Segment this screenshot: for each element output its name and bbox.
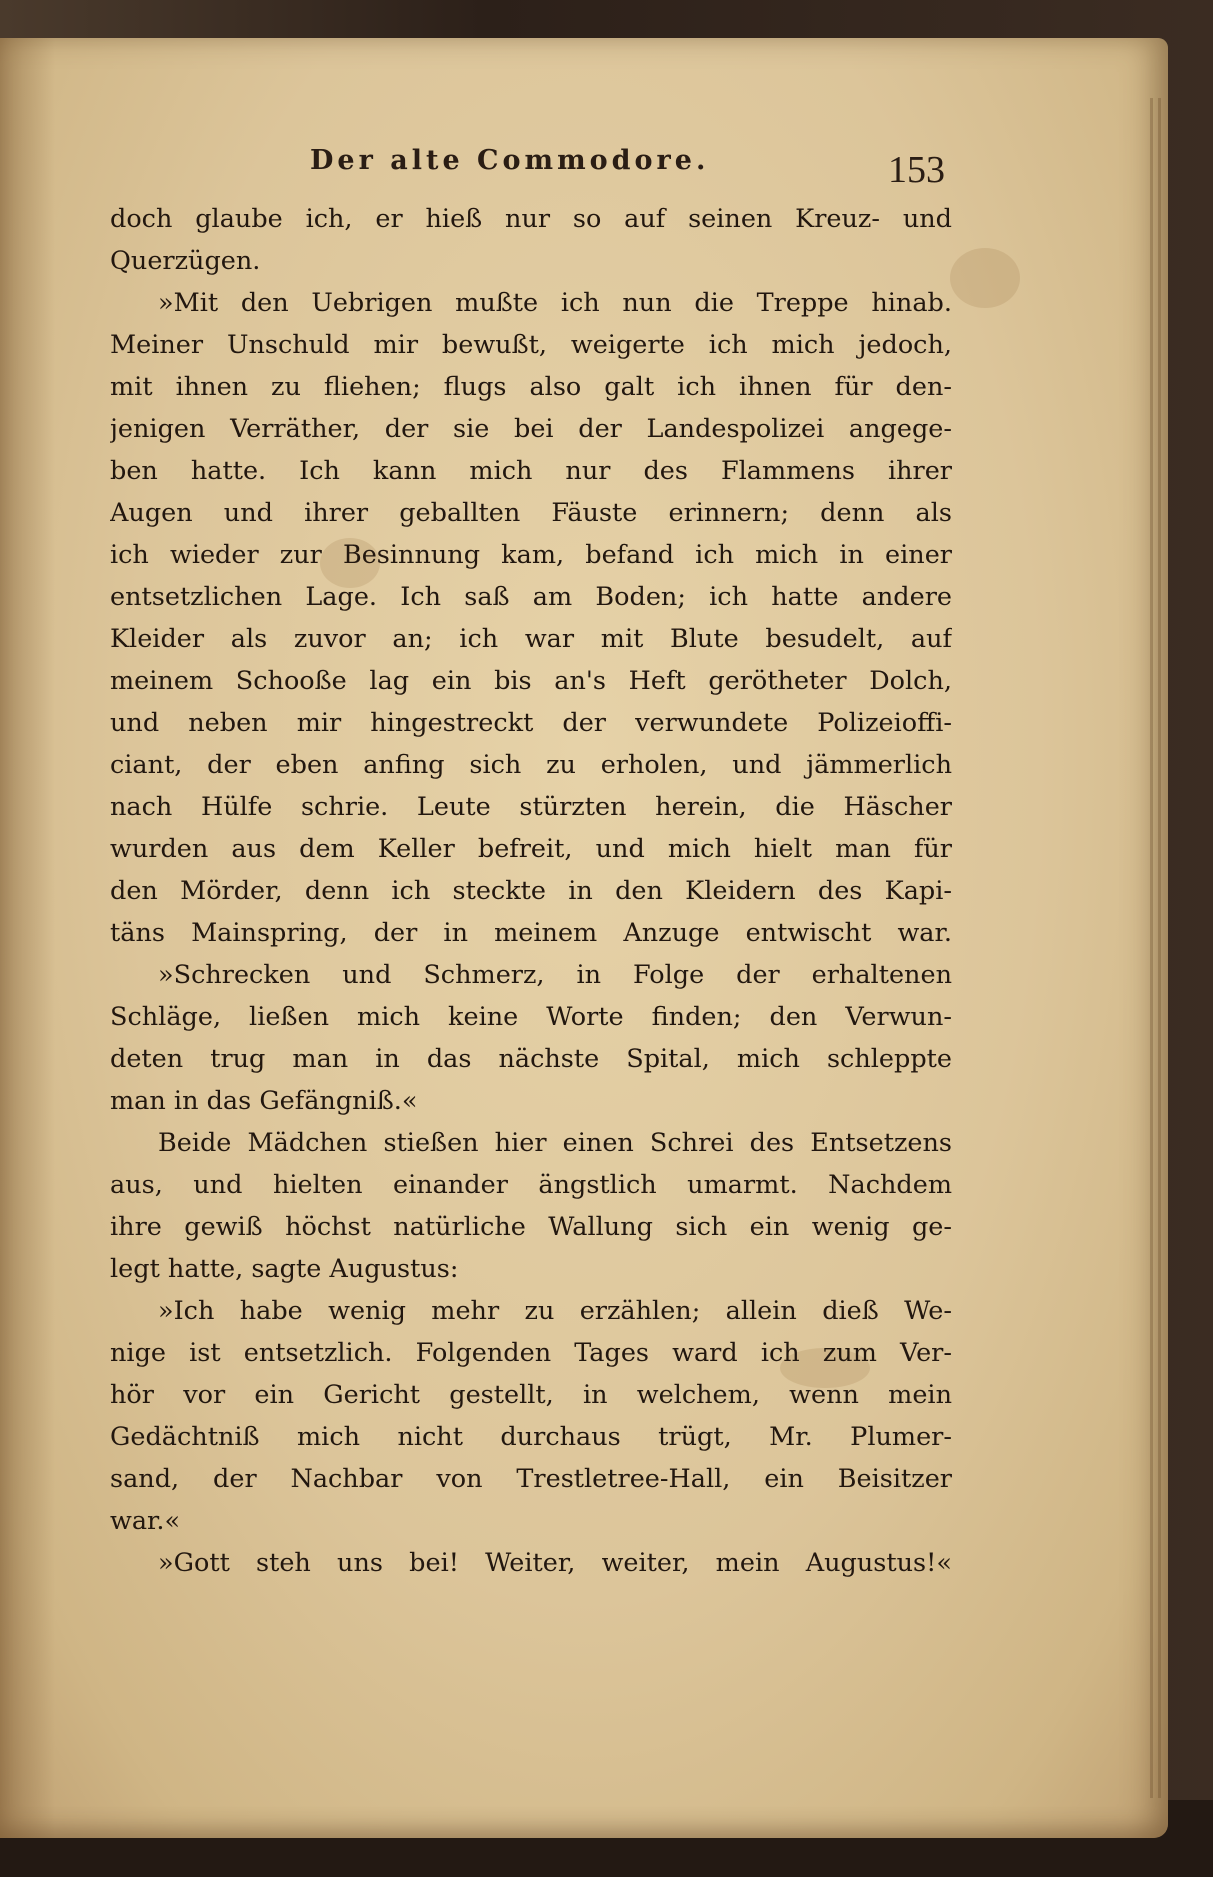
- text-line: »Schrecken und Schmerz, in Folge der erhaltenen: [158, 960, 952, 990]
- text-line: »Mit den Uebrigen mußte ich nun die Treppe hinab.: [158, 288, 952, 318]
- text-line: und neben mir hingestreckt der verwundete Polizeioffi-: [110, 708, 952, 738]
- text-line: man in das Gefängniß.«: [110, 1086, 418, 1116]
- text-line: »Ich habe wenig mehr zu erzählen; allein dieß We-: [158, 1296, 952, 1326]
- text-line: täns Mainspring, der in meinem Anzuge entwischt war.: [110, 918, 952, 948]
- text-line: legt hatte, sagte Augustus:: [110, 1254, 459, 1284]
- text-line: doch glaube ich, er hieß nur so auf seinen Kreuz- und: [110, 204, 952, 234]
- text-line: meinem Schooße lag ein bis an's Heft gerötheter Dolch,: [110, 666, 952, 696]
- text-line: sand, der Nachbar von Trestletree-Hall, ein Beisitzer: [110, 1464, 952, 1494]
- text-line: war.«: [110, 1506, 181, 1536]
- page-number: 153: [888, 149, 945, 191]
- text-line: ich wieder zur Besinnung kam, befand ich mich in einer: [110, 540, 952, 570]
- text-line: mit ihnen zu fliehen; flugs also galt ich ihnen für den-: [110, 372, 952, 402]
- text-line: nach Hülfe schrie. Leute stürzten herein, die Häscher: [110, 792, 952, 822]
- page-edge-line: [1150, 98, 1153, 1798]
- text-line: »Gott steh uns bei! Weiter, weiter, mein Augustus!«: [158, 1548, 952, 1578]
- text-line: ciant, der eben anfing sich zu erholen, und jämmerlich: [110, 750, 952, 780]
- text-line: nige ist entsetzlich. Folgenden Tages ward ich zum Ver-: [110, 1338, 952, 1368]
- text-body: [110, 198, 952, 1584]
- text-line: den Mörder, denn ich steckte in den Kleidern des Kapi-: [110, 876, 952, 906]
- text-line: deten trug man in das nächste Spital, mich schleppte: [110, 1044, 952, 1074]
- text-line: Querzügen.: [110, 246, 261, 276]
- text-line: Kleider als zuvor an; ich war mit Blute besudelt, auf: [110, 624, 952, 654]
- text-line: Meiner Unschuld mir bewußt, weigerte ich mich jedoch,: [110, 330, 952, 360]
- spine-shadow: [0, 38, 55, 1838]
- text-line: hör vor ein Gericht gestellt, in welchem, wenn mein: [110, 1380, 952, 1410]
- paper-stain: [950, 248, 1020, 308]
- text-line: ben hatte. Ich kann mich nur des Flammens ihrer: [110, 456, 952, 486]
- page-edge-line: [1158, 98, 1161, 1798]
- text-line: aus, und hielten einander ängstlich umarmt. Nachdem: [110, 1170, 952, 1200]
- text-line: entsetzlichen Lage. Ich saß am Boden; ich hatte andere: [110, 582, 952, 612]
- text-line: ihre gewiß höchst natürliche Wallung sich ein wenig ge-: [110, 1212, 952, 1242]
- text-line: Beide Mädchen stießen hier einen Schrei des Entsetzens: [158, 1128, 952, 1158]
- text-line: Schläge, ließen mich keine Worte finden; den Verwun-: [110, 1002, 952, 1032]
- text-line: Gedächtniß mich nicht durchaus trügt, Mr. Plumer-: [110, 1422, 952, 1452]
- running-head: Der alte Commodore.: [310, 145, 710, 176]
- text-line: wurden aus dem Keller befreit, und mich hielt man für: [110, 834, 952, 864]
- text-line: Augen und ihrer geballten Fäuste erinnern; denn als: [110, 498, 952, 528]
- text-line: jenigen Verräther, der sie bei der Landespolizei angege-: [110, 414, 952, 444]
